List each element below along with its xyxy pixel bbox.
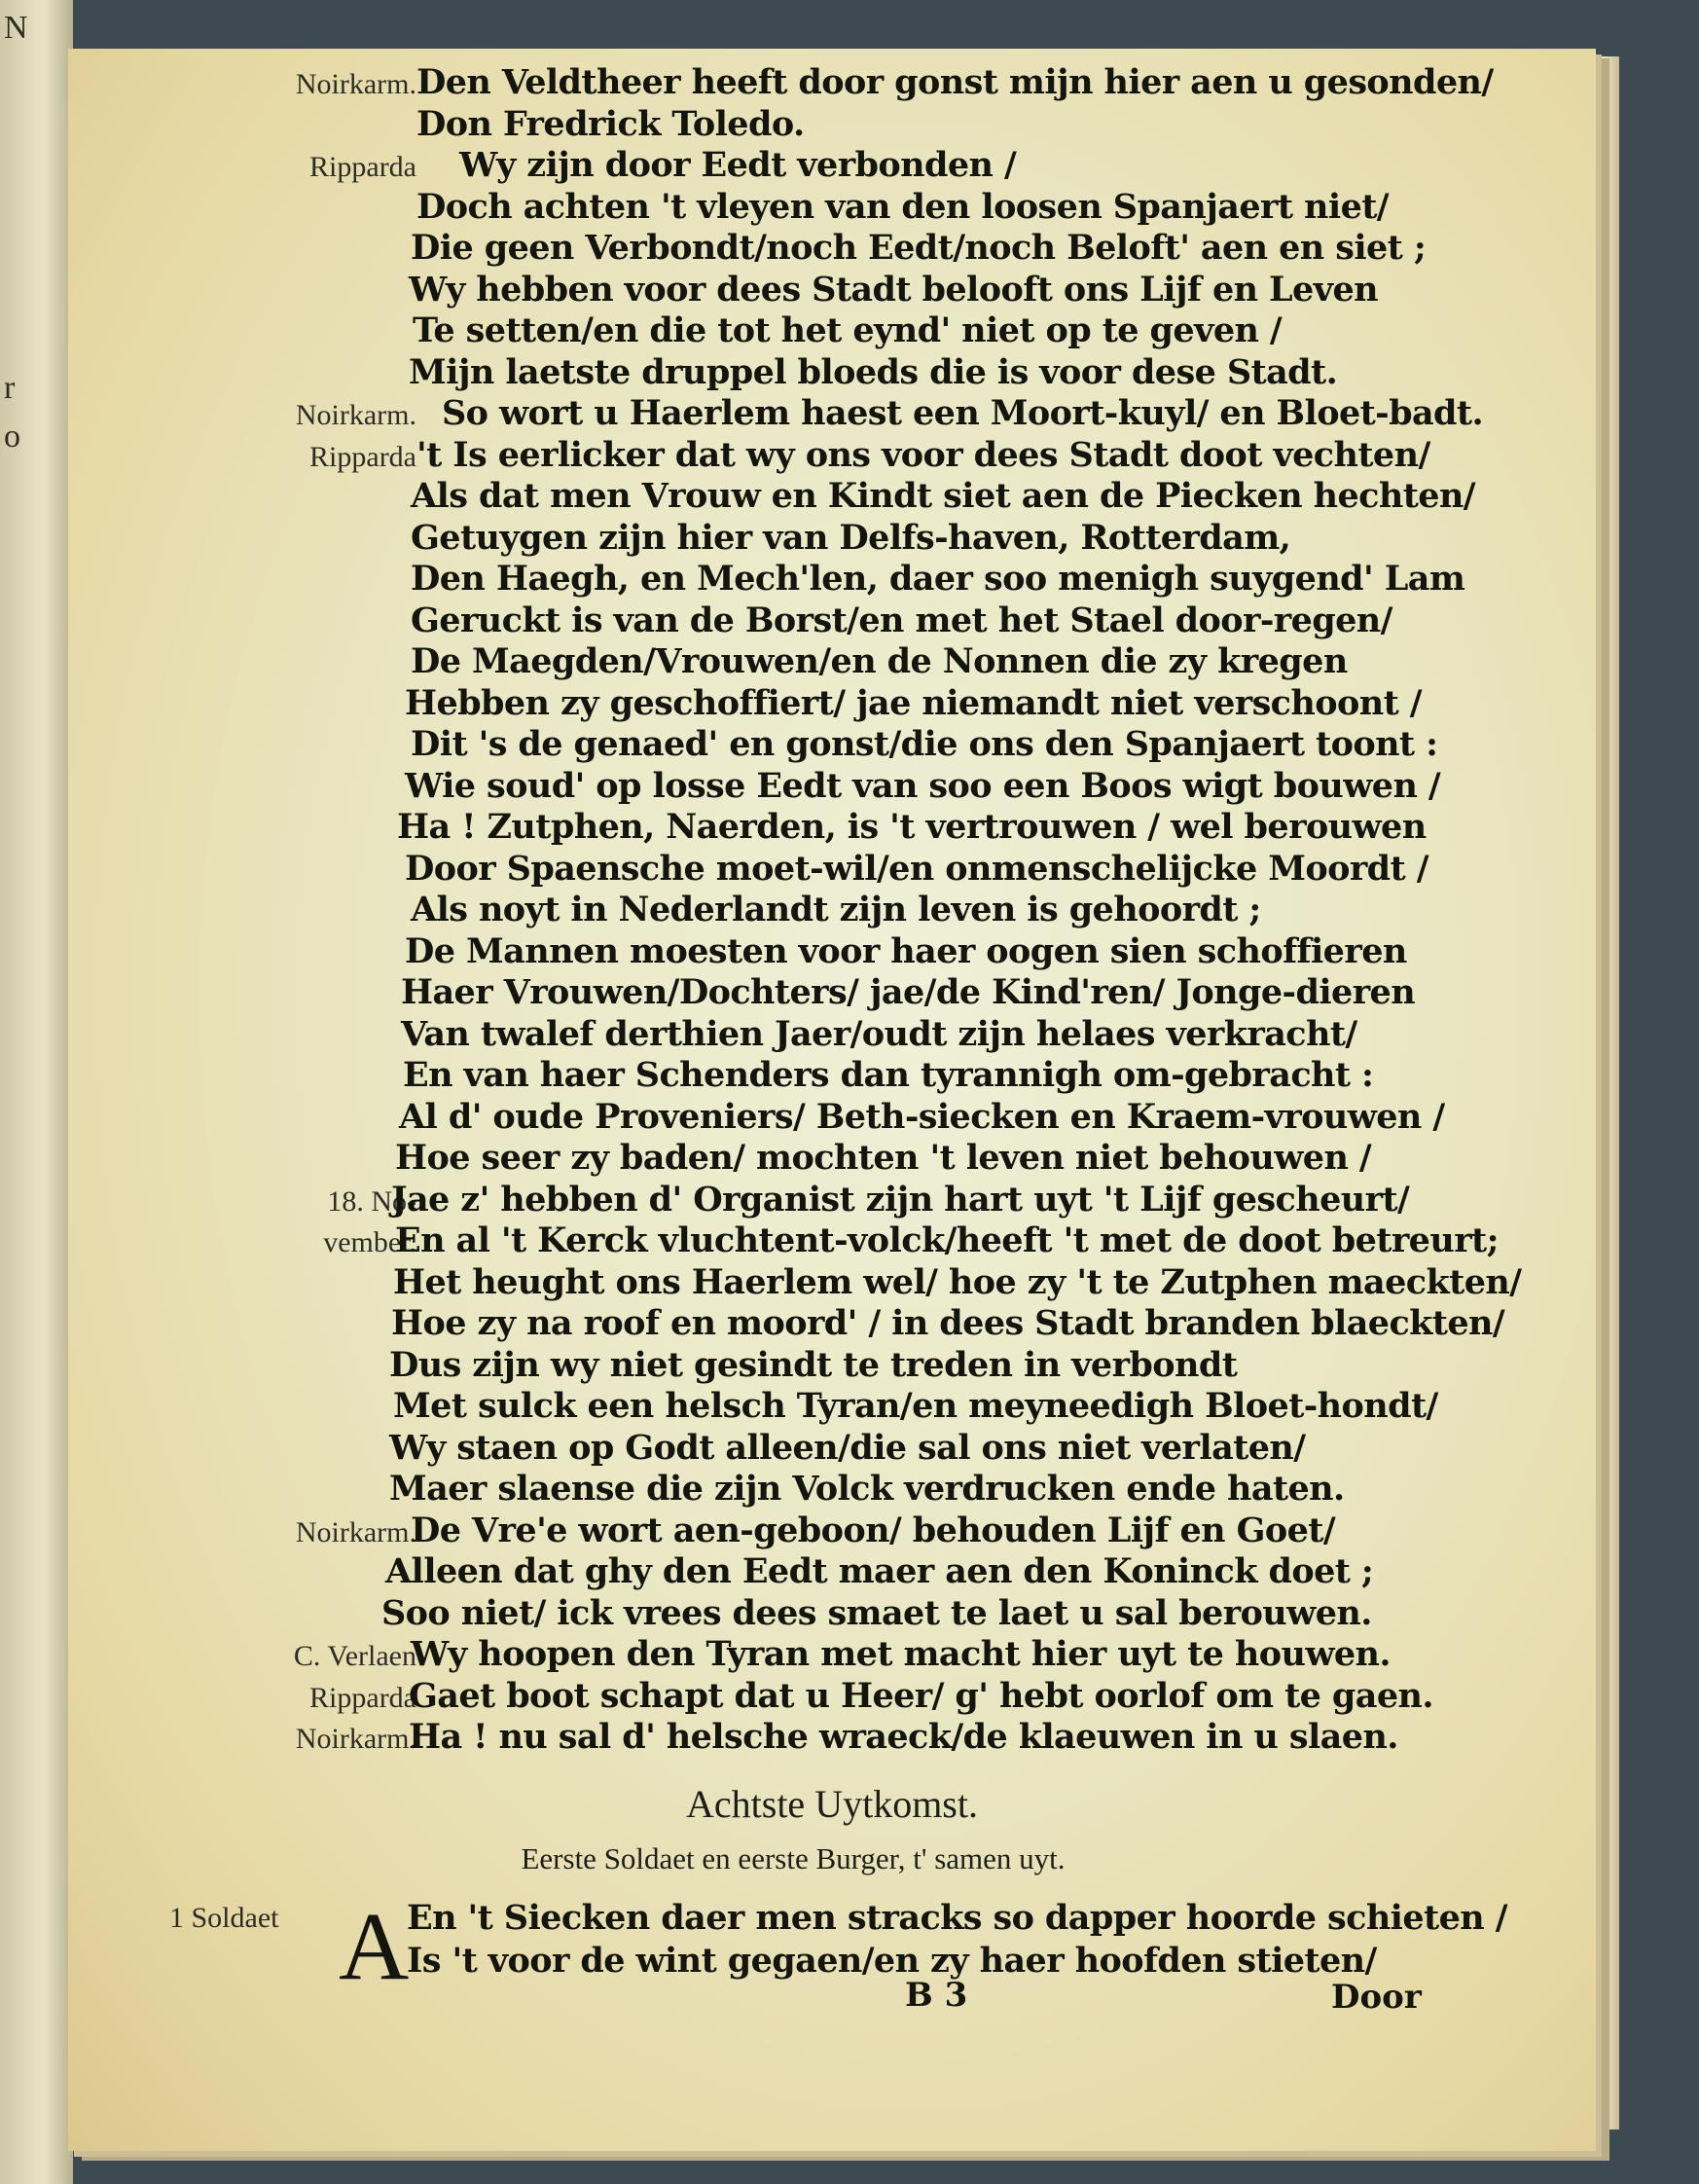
verse-line <box>68 187 1596 234</box>
verse-line <box>68 1220 1596 1267</box>
verse-text: Haer Vrouwen/Dochters/ jae/de Kind'ren/ Jonge-dieren <box>401 972 1416 1012</box>
verse-text: De Vre'e wort aen-geboon/ behouden Lijf en Goet/ <box>411 1510 1336 1550</box>
verse-text: Wy hoopen den Tyran met macht hier uyt te houwen. <box>411 1634 1391 1674</box>
verse-line <box>68 1055 1596 1102</box>
verse-line <box>68 1469 1596 1515</box>
verse-text: Mijn laetste druppel bloeds die is voor dese Stadt. <box>409 351 1338 392</box>
speaker-label: vember. <box>323 1226 416 1258</box>
verse-text: Die geen Verbondt/noch Eedt/noch Beloft' aen en siet ; <box>411 228 1427 268</box>
verse-text: Is 't voor de wint gegaen/en zy haer hoofden stieten/ <box>407 1941 1377 1981</box>
verse-text: Getuygen zijn hier van Delfs-haven, Rotterdam, <box>411 517 1291 558</box>
speaker-label: Ripparda <box>309 440 416 473</box>
verse-line <box>68 683 1596 730</box>
verse-line <box>68 518 1596 564</box>
verse-text: Maer slaense die zijn Volck verdrucken ende haten. <box>389 1469 1345 1509</box>
verse-line <box>68 352 1596 399</box>
verse-text: De Mannen moesten voor haer oogen sien schoffieren <box>405 930 1407 971</box>
verse-text: En van haer Schenders dan tyrannigh om-gebracht : <box>403 1055 1374 1095</box>
verse-line <box>68 1386 1596 1433</box>
verse-line <box>68 1138 1596 1184</box>
verse-line <box>68 1676 1596 1723</box>
verse-text: 't Is eerlicker dat wy ons voor dees Stadt doot vechten/ <box>416 434 1430 475</box>
verse-line <box>68 1717 1596 1764</box>
edge-letter: N <box>4 10 28 46</box>
speaker-label: C. Verlaen <box>293 1640 416 1672</box>
verse-line <box>68 724 1596 771</box>
verse-line <box>68 890 1596 936</box>
verse-line <box>68 1511 1596 1557</box>
verse-line <box>68 228 1596 274</box>
verse-line <box>68 849 1596 895</box>
verse-line <box>68 1262 1596 1309</box>
verse-text: Hoe seer zy baden/ mochten 't leven niet behouwen / <box>395 1138 1372 1178</box>
verse-line <box>68 145 1596 192</box>
verse-line <box>68 807 1596 854</box>
verse-text: Wie soud' op losse Eedt van soo een Boos wigt bouwen / <box>405 765 1441 806</box>
verse-line <box>68 1551 1596 1598</box>
verse-line <box>68 435 1596 482</box>
verse-text: So wort u Haerlem haest een Moort-kuyl/ en Bloet-badt. <box>442 393 1484 433</box>
verse-text: Don Fredrick Toledo. <box>416 103 805 144</box>
verse-text: En al 't Kerck vluchtent-volck/heeft 't met de doot betreurt; <box>395 1220 1499 1260</box>
verse-line <box>68 972 1596 1019</box>
verse-line <box>68 62 1596 109</box>
verse-text: Soo niet/ ick vrees dees smaet te laet u sal berouwen. <box>381 1592 1372 1633</box>
verse-line <box>68 270 1596 316</box>
speaker-label: Ripparda <box>309 151 416 183</box>
book-page <box>68 49 1596 2151</box>
verse-line <box>68 1345 1596 1392</box>
verse-text: Wy zijn door Eedt verbonden / <box>459 145 1017 185</box>
verse-text: Hebben zy geschoffiert/ jae niemandt niet verschoont / <box>405 682 1422 723</box>
verse-text: Doch achten 't vleyen van den loosen Spanjaert niet/ <box>416 186 1389 227</box>
verse-text: Door Spaensche moet-wil/en onmenschelijcke Moordt / <box>405 848 1428 889</box>
verse-line <box>68 1303 1596 1350</box>
verse-text: Den Haegh, en Mech'len, daer soo menigh suygend' Lam <box>411 559 1465 599</box>
verse-text: Al d' oude Proveniers/ Beth-siecken en Kraem-vrouwen / <box>399 1096 1445 1137</box>
signature-mark: B 3 <box>905 1976 968 2015</box>
verse-line <box>68 1428 1596 1474</box>
verse-text: Ha ! Zutphen, Naerden, is 't vertrouwen / wel berouwen <box>397 807 1427 847</box>
verse-line <box>68 601 1596 647</box>
verse-text: Wy hebben voor dees Stadt belooft ons Lijf en Leven <box>409 269 1378 309</box>
verse-text: Alleen dat ghy den Eedt maer aen den Koninck doet ; <box>385 1551 1374 1591</box>
verse-text: Dit 's de genaed' en gonst/die ons den Spanjaert toont : <box>411 724 1438 764</box>
verse-text: Wy staen op Godt alleen/die sal ons niet verlaten/ <box>389 1427 1306 1468</box>
verse-line <box>68 1180 1596 1226</box>
verse-line <box>68 931 1596 978</box>
speaker-label: Noirkarm. <box>295 399 416 431</box>
edge-letter: r <box>4 370 16 406</box>
verse-text: Als dat men Vrouw en Kindt siet aen de Piecken hechten/ <box>411 476 1475 516</box>
verse-text: En 't Siecken daer men stracks so dapper hoorde schieten / <box>407 1898 1507 1938</box>
verse-text: Geruckt is van de Borst/en met het Stael door-regen/ <box>411 600 1392 640</box>
verse-line <box>68 1593 1596 1640</box>
verse-line <box>68 310 1596 357</box>
verse-line <box>68 766 1596 813</box>
speaker-label: Noirkarm. <box>295 1723 416 1755</box>
verse-text: Dus zijn wy niet gesindt te treden in verbondt <box>389 1344 1238 1385</box>
verse-text: Gaet boot schapt dat u Heer/ g' hebt oorlof om te gaen. <box>409 1675 1433 1716</box>
verse-line <box>68 104 1596 151</box>
verse-text: Jae z' hebben d' Organist zijn hart uyt 't Lijf gescheurt/ <box>391 1179 1410 1219</box>
verse-text: De Maegden/Vrouwen/en de Nonnen die zy kregen <box>411 641 1348 681</box>
edge-letter: o <box>4 419 20 455</box>
verse-text: Te setten/en die tot het eynd' niet op te geven / <box>413 310 1283 350</box>
verse-text: Als noyt in Nederlandt zijn leven is gehoordt ; <box>411 890 1261 929</box>
verse-text: Het heught ons Haerlem wel/ hoe zy 't te Zutphen maeckten/ <box>393 1261 1522 1302</box>
speaker-label: 1 Soldaet <box>169 1902 279 1934</box>
verse-text: Ha ! nu sal d' helsche wraeck/de klaeuwen in u slaen. <box>409 1717 1398 1757</box>
verse-line <box>68 559 1596 605</box>
catchword: Door <box>1331 1978 1422 2017</box>
verse-line <box>68 476 1596 523</box>
speaker-label: Ripparda <box>309 1681 416 1714</box>
stage-direction: Eerste Soldaet en eerste Burger, t' samen uyt. <box>521 1841 1066 1875</box>
verse-line <box>68 641 1596 688</box>
verse-line <box>68 1634 1596 1681</box>
verse-line <box>68 393 1596 440</box>
initial-letter: A <box>339 1892 410 2000</box>
verse-text: Met sulck een helsch Tyran/en meyneedigh Bloet-hondt/ <box>393 1386 1438 1426</box>
speaker-label: Noirkarm. <box>295 1515 416 1548</box>
verse-line <box>68 1097 1596 1144</box>
verse-line <box>68 1014 1596 1061</box>
verse-text: Van twalef derthien Jaer/oudt zijn helaes verkracht/ <box>401 1013 1357 1054</box>
section-title: Achtste Uytkomst. <box>686 1782 978 1826</box>
verse-text: Hoe zy na roof en moord' / in dees Stadt branden blaeckten/ <box>391 1303 1505 1343</box>
speaker-label: Noirkarm. <box>295 68 416 100</box>
speaker-label: 18. No- <box>327 1184 416 1218</box>
verse-text: Den Veldtheer heeft door gonst mijn hier aen u gesonden/ <box>416 62 1494 102</box>
